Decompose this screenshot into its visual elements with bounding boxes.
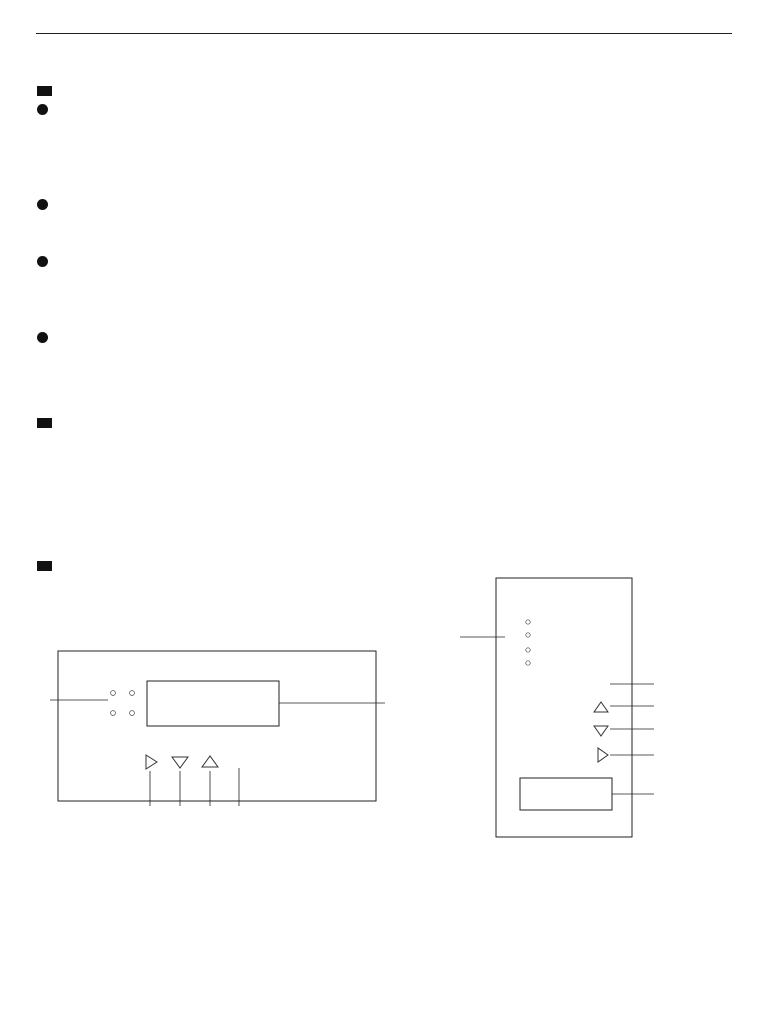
display-window	[520, 778, 612, 810]
feature-bullet-3	[37, 256, 59, 270]
indicator-ah-light	[111, 691, 116, 696]
vertical-panel-diagram	[440, 572, 680, 842]
add-key-icon[interactable]	[594, 702, 608, 712]
shift-key-icon[interactable]	[598, 748, 608, 762]
square-bullet-icon	[37, 86, 52, 96]
indicator-al-light	[111, 711, 116, 716]
shift-key-icon[interactable]	[146, 755, 157, 769]
indicator-ahh-light	[526, 620, 530, 624]
indicator-ahh-light	[130, 691, 135, 696]
technical-heading	[37, 416, 61, 430]
bullet-icon	[37, 332, 48, 343]
bullet-icon	[37, 199, 48, 210]
minus-key-icon[interactable]	[594, 726, 608, 736]
panel-heading	[37, 559, 61, 573]
horizontal-panel-diagram	[30, 640, 410, 830]
indicator-ah-light	[526, 633, 530, 637]
feature-bullet-2	[37, 199, 59, 213]
bullet-icon	[37, 104, 48, 115]
indicator-all-light	[130, 711, 135, 716]
feature-bullet-1	[37, 104, 59, 118]
minus-key-icon[interactable]	[172, 757, 188, 768]
feature-bullet-4	[37, 332, 59, 346]
header-rule	[36, 33, 732, 34]
add-key-icon[interactable]	[202, 756, 218, 767]
display-window	[147, 681, 279, 726]
indicator-all-light	[526, 661, 530, 665]
bullet-icon	[37, 256, 48, 267]
features-heading	[37, 84, 61, 98]
indicator-al-light	[526, 648, 530, 652]
square-bullet-icon	[37, 561, 52, 571]
square-bullet-icon	[37, 418, 52, 428]
